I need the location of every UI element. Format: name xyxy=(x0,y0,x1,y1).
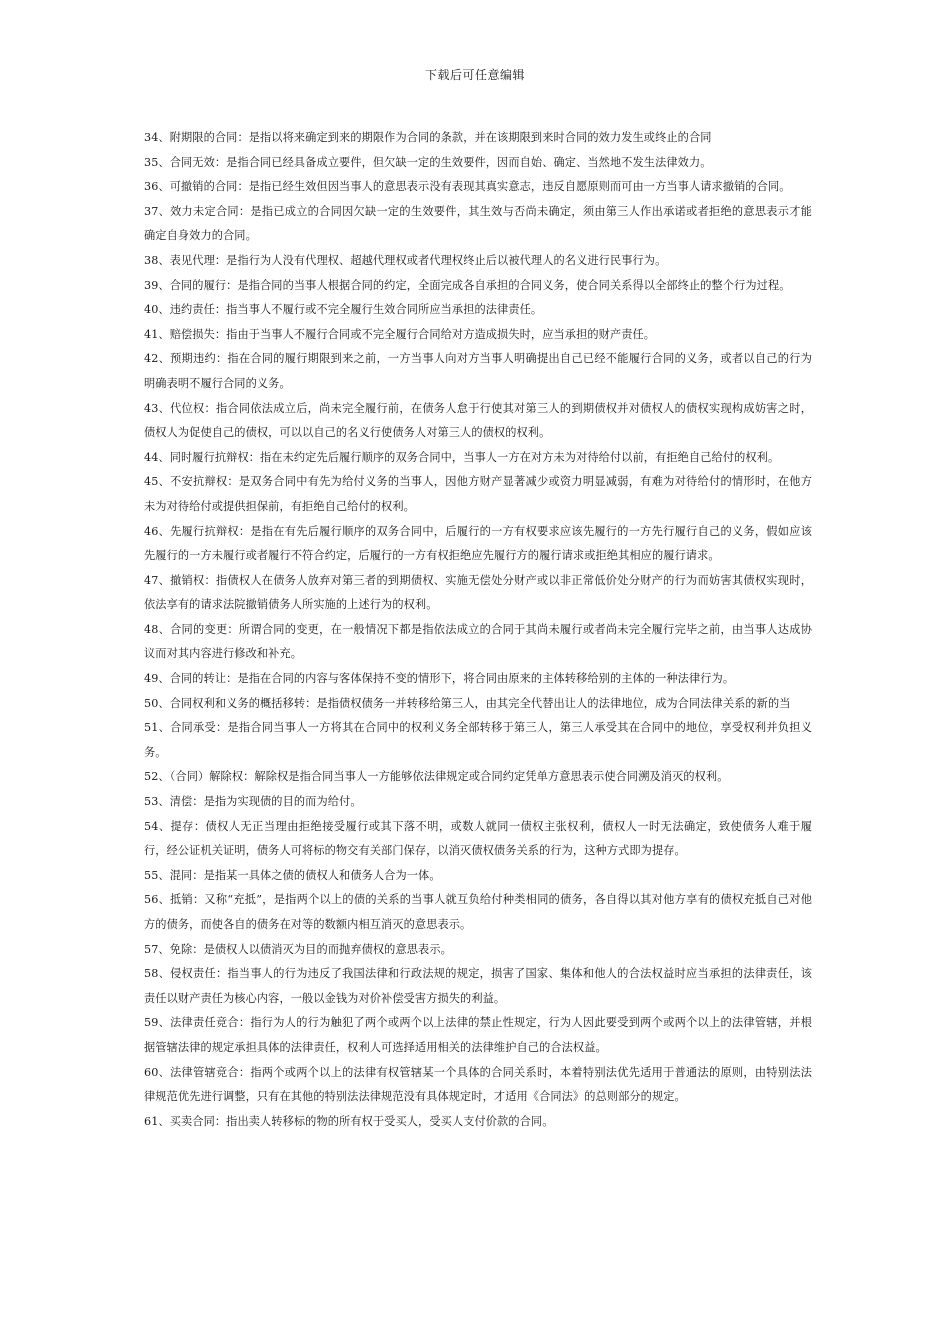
definition-entry-40: 40、违约责任：指当事人不履行或不完全履行生效合同所应当承担的法律责任。 xyxy=(144,303,543,317)
definition-entry-45: 45、不安抗辩权：是双务合同中有先为给付义务的当事人，因他方财产显著减少或资力明显减弱，有难为对待给付的情形时，在他方未为对待给付或提供担保前，有拒绝自己给付的权利。 xyxy=(144,475,812,513)
definition-entry-37: 37、效力未定合同：是指已成立的合同因欠缺一定的生效要件，其生效与否尚未确定，须由第三人作出承诺或者拒绝的意思表示才能确定自身效力的合同。 xyxy=(144,204,812,243)
definition-entry-43: 43、代位权：指合同依法成立后，尚未完全履行前，在债务人怠于行使其对第三人的到期债权并对债权人的债权实现构成妨害之时，债权人为促使自己的债权，可以以自己的名义行使债务人对第三人的债权的权利。 xyxy=(144,401,812,440)
definition-entry-44: 44、同时履行抗辩权：指在未约定先后履行顺序的双务合同中，当事人一方在对方未为对待给付以前，有拒绝自己给付的权利。 xyxy=(144,450,780,464)
definition-entry-60: 60、法律管辖竞合：指两个或两个以上的法律有权管辖某一个具体的合同关系时，本着特别法优先适用于普通法的原则，由特别法法律规范优先进行调整，只有在其他的特别法法律规范没有具体规定时，才适用《合同法》的总则部分的规定。 xyxy=(144,1065,812,1104)
definition-entry-47: 47、撤销权：指债权人在债务人放弃对第三者的到期债权、实施无偿处分财产或以非正常低价处分财产的行为而妨害其债权实现时，依法享有的请求法院撤销债务人所实施的上述行为的权利。 xyxy=(144,573,812,612)
definition-entry-38: 38、表见代理：是指行为人没有代理权、超越代理权或者代理权终止后以被代理人的名义进行民事行为。 xyxy=(144,253,667,267)
definition-entry-51: 51、合同承受：是指合同当事人一方将其在合同中的权利义务全部转移于第三人，第三人承受其在合同中的地位，享受权利并负担义务。 xyxy=(144,721,812,759)
definition-entry-48: 48、合同的变更：所谓合同的变更，在一般情况下都是指依法成立的合同于其尚未履行或者尚未完全履行完毕之前，由当事人达成协议而对其内容进行修改和补充。 xyxy=(144,622,812,661)
definition-entry-35: 35、合同无效：是指合同已经具备成立要件，但欠缺一定的生效要件，因而自始、确定、当然地不发生法律效力。 xyxy=(144,155,712,169)
definition-entry-52: 52、（合同）解除权：解除权是指合同当事人一方能够依法律规定或合同约定凭单方意思表示使合同溯及消灭的权利。 xyxy=(144,770,729,784)
definition-entry-39: 39、合同的履行：是指合同的当事人根据合同的约定，全面完成各自承担的合同义务，使合同关系得以全部终止的整个行为过程。 xyxy=(144,278,791,292)
definition-entry-46: 46、先履行抗辩权：是指在有先后履行顺序的双务合同中，后履行的一方有权要求应该先履行的一方先行履行自己的义务，假如应该先履行的一方未履行或者履行不符合约定，后履行的一方有权拒绝应先履行方的履行请求或拒绝其相应的履行请求。 xyxy=(144,524,812,563)
definition-entry-58: 58、侵权责任：指当事人的行为违反了我国法律和行政法规的规定，损害了国家、集体和他人的合法权益时应当承担的法律责任，该责任以财产责任为核心内容，一般以金钱为对价补偿受害方损失的利益。 xyxy=(144,967,812,1005)
definition-entry-53: 53、清偿：是指为实现债的目的而为给付。 xyxy=(144,795,362,809)
definition-entry-42: 42、预期违约：指在合同的履行期限到来之前，一方当事人向对方当事人明确提出自己已经不能履行合同的义务，或者以自己的行为明确表明不履行合同的义务。 xyxy=(144,352,812,390)
definition-entry-34: 34、附期限的合同：是指以将来确定到来的期限作为合同的条款，并在该期限到来时合同的效力发生或终止的合同 xyxy=(144,131,712,144)
definition-entry-61: 61、买卖合同：指出卖人转移标的物的所有权于受买人，受买人支付价款的合同。 xyxy=(144,1114,554,1128)
definition-entry-49: 49、合同的转让：是指在合同的内容与客体保持不变的情形下，将合同由原来的主体转移给别的主体的一种法律行为。 xyxy=(144,672,735,686)
definition-entry-55: 55、混同：是指某一具体之债的债权人和债务人合为一体。 xyxy=(144,868,441,882)
definition-entry-41: 41、赔偿损失：指由于当事人不履行合同或不完全履行合同给对方造成损失时，应当承担的财产责任。 xyxy=(144,327,656,341)
document-body xyxy=(144,126,812,1134)
definition-entry-50: 50、合同权利和义务的概括移转：是指债权债务一并转移给第三人，由其完全代替出让人的法律地位，成为合同法律关系的新的当 xyxy=(144,696,791,710)
definition-entry-59: 59、法律责任竞合：指行为人的行为触犯了两个或两个以上法律的禁止性规定，行为人因此要受到两个或两个以上的法律管辖，并根据管辖法律的规定承担具体的法律责任，权利人可选择适用相关的法律维护自己的合法权益。 xyxy=(144,1016,812,1054)
definition-entry-56: 56、抵销：又称“充抵”，是指两个以上的债的关系的当事人就互负给付种类相同的债务，各自得以其对他方享有的债权充抵自己对他方的债务，而使各自的债务在对等的数额内相互消灭的意思表示。 xyxy=(144,893,812,931)
page-header: 下载后可任意编辑 xyxy=(424,68,525,82)
definition-entry-54: 54、提存：债权人无正当理由拒绝接受履行或其下落不明，或数人就同一债权主张权利，债权人一时无法确定，致使债务人难于履行，经公证机关证明，债务人可将标的物交有关部门保存，以消灭债权债务关系的行为，这种方式即为提存。 xyxy=(144,819,812,858)
definition-entry-57: 57、免除：是债权人以债消灭为目的而抛弃债权的意思表示。 xyxy=(144,942,452,956)
definition-entry-36: 36、可撤销的合同：是指已经生效但因当事人的意思表示没有表现其真实意志，违反自愿原则而可由一方当事人请求撤销的合同。 xyxy=(144,180,791,194)
